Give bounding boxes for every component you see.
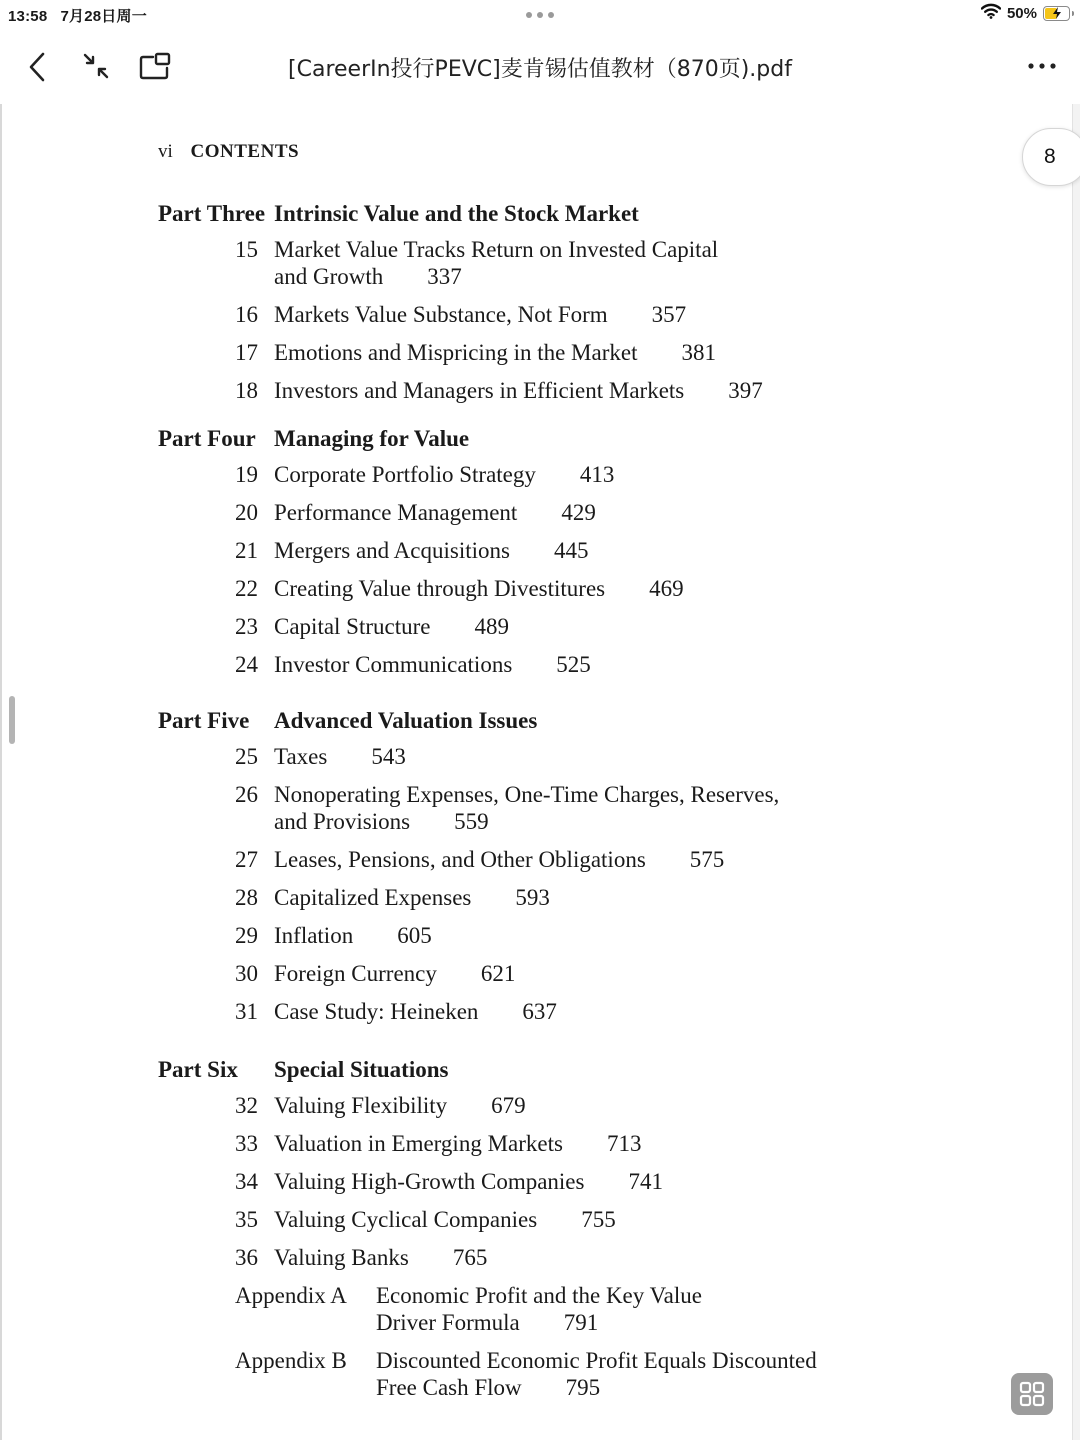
chapter-title bbox=[274, 1169, 663, 1195]
chapter-title bbox=[274, 576, 684, 602]
chapter-title bbox=[274, 1093, 526, 1119]
chapter-title-text: Market Value Tracks Return on Invested Capital bbox=[274, 237, 719, 262]
chapter-title bbox=[274, 961, 515, 987]
page-indicator[interactable]: 8 bbox=[1022, 128, 1080, 186]
chapter-title-text: Emotions and Mispricing in the Market bbox=[274, 340, 638, 365]
chapter-number: 34 bbox=[235, 1169, 258, 1194]
appendix-title bbox=[376, 1283, 702, 1309]
pdf-page[interactable] bbox=[0, 104, 1080, 1440]
chapter-number: 20 bbox=[235, 500, 258, 525]
chapter-number: 30 bbox=[235, 961, 258, 986]
page-number-label: vi bbox=[158, 141, 173, 162]
chapter-number: 28 bbox=[235, 885, 258, 910]
appendix-title-text: Free Cash Flow bbox=[376, 1375, 522, 1400]
window-switch-icon bbox=[139, 51, 171, 81]
appendix-title bbox=[376, 1310, 598, 1336]
chapter-title bbox=[274, 652, 591, 678]
more-horizontal-icon bbox=[1027, 62, 1057, 70]
part-label: Part Four bbox=[158, 426, 256, 451]
charging-bolt-icon bbox=[1051, 7, 1063, 19]
appendix-page-number: 791 bbox=[563, 1310, 599, 1335]
chapter-number: 24 bbox=[235, 652, 258, 677]
chapter-page-number: 413 bbox=[579, 462, 615, 487]
multitasking-dots-icon[interactable] bbox=[524, 7, 556, 25]
chapter-title-text: Capital Structure bbox=[274, 614, 431, 639]
appendix-page-number: 795 bbox=[565, 1375, 601, 1400]
appendix-title-text: Discounted Economic Profit Equals Discounted bbox=[376, 1348, 817, 1373]
chapter-title-text: Mergers and Acquisitions bbox=[274, 538, 510, 563]
chapter-page-number: 593 bbox=[515, 885, 550, 910]
chapter-title-text: Valuing High-Growth Companies bbox=[274, 1169, 585, 1194]
chapter-number: 36 bbox=[235, 1245, 258, 1270]
chapter-page-number: 337 bbox=[427, 264, 462, 289]
chapter-title-text: Investors and Managers in Efficient Markets bbox=[274, 378, 685, 403]
chapter-title-text: Corporate Portfolio Strategy bbox=[274, 462, 536, 487]
chapter-title bbox=[274, 500, 596, 526]
chapter-page-number: 525 bbox=[556, 652, 591, 677]
chapter-page-number: 445 bbox=[553, 538, 589, 563]
chapter-title bbox=[274, 809, 489, 835]
chapter-title bbox=[274, 302, 686, 328]
chapter-page-number: 713 bbox=[606, 1131, 642, 1156]
thumbnail-grid-button[interactable] bbox=[1011, 1373, 1053, 1415]
chapter-title-text: Foreign Currency bbox=[274, 961, 437, 986]
battery-percent: 50% bbox=[1006, 4, 1037, 22]
running-head-label: CONTENTS bbox=[190, 141, 300, 162]
chapter-page-number: 755 bbox=[581, 1207, 616, 1232]
chapter-title-text: Case Study: Heineken bbox=[274, 999, 479, 1024]
appendix-title bbox=[376, 1375, 600, 1401]
appendix-label: Appendix B bbox=[235, 1348, 347, 1373]
status-date: 7月28日周一 bbox=[60, 8, 147, 25]
status-bar bbox=[0, 0, 1080, 28]
chapter-title bbox=[274, 847, 724, 873]
chapter-title-text: Valuing Flexibility bbox=[274, 1093, 448, 1118]
chapter-title bbox=[274, 923, 432, 949]
chapter-title bbox=[274, 1245, 487, 1271]
part-title: Advanced Valuation Issues bbox=[274, 708, 538, 733]
chapter-page-number: 489 bbox=[474, 614, 509, 639]
chapter-number: 29 bbox=[235, 923, 258, 948]
collapse-arrows-icon bbox=[81, 51, 111, 81]
chapter-title bbox=[274, 1207, 616, 1233]
chapter-page-number: 543 bbox=[371, 744, 406, 769]
exit-fullscreen-button[interactable] bbox=[80, 50, 112, 82]
chapter-title-text: and Provisions bbox=[274, 809, 411, 834]
chapter-title bbox=[274, 264, 462, 290]
chapter-page-number: 559 bbox=[454, 809, 489, 834]
status-time: 13:58 7月28日周一 bbox=[8, 8, 147, 25]
chapter-title bbox=[274, 340, 716, 366]
chapter-title-text: Performance Management bbox=[274, 500, 518, 525]
chapter-page-number: 637 bbox=[522, 999, 557, 1024]
chapter-title-text: Inflation bbox=[274, 923, 354, 948]
chapter-title-text: Taxes bbox=[274, 744, 328, 769]
chapter-title bbox=[274, 538, 588, 564]
chapter-page-number: 741 bbox=[628, 1169, 663, 1194]
back-button[interactable] bbox=[20, 48, 54, 86]
chapter-number: 27 bbox=[235, 847, 258, 872]
part-label: Part Three bbox=[158, 201, 266, 226]
part-label: Part Six bbox=[158, 1057, 238, 1082]
chapter-page-number: 679 bbox=[491, 1093, 526, 1118]
chapter-page-number: 605 bbox=[397, 923, 432, 948]
chevron-left-icon bbox=[28, 52, 46, 82]
chapter-page-number: 765 bbox=[452, 1245, 488, 1270]
chapter-title bbox=[274, 744, 406, 770]
status-right bbox=[981, 3, 1070, 23]
chapter-number: 22 bbox=[235, 576, 258, 601]
running-head bbox=[158, 141, 299, 163]
appendix-title-text: Driver Formula bbox=[376, 1310, 520, 1335]
part-title: Special Situations bbox=[274, 1057, 449, 1082]
scroll-handle[interactable] bbox=[9, 696, 15, 744]
appendix-label: Appendix A bbox=[235, 1283, 347, 1308]
chapter-title-text: Valuation in Emerging Markets bbox=[274, 1131, 563, 1156]
chapter-number: 17 bbox=[235, 340, 258, 365]
chapter-title bbox=[274, 885, 550, 911]
chapter-page-number: 397 bbox=[728, 378, 763, 403]
chapter-title-text: and Growth bbox=[274, 264, 384, 289]
chapter-number: 21 bbox=[235, 538, 258, 563]
chapter-page-number: 621 bbox=[480, 961, 516, 986]
chapter-page-number: 469 bbox=[649, 576, 684, 601]
chapter-title-text: Nonoperating Expenses, One-Time Charges, Reserves, bbox=[274, 782, 780, 807]
chapter-number: 33 bbox=[235, 1131, 258, 1156]
chapter-title-text: Valuing Cyclical Companies bbox=[274, 1207, 538, 1232]
chapter-page-number: 381 bbox=[681, 340, 716, 365]
chapter-title-text: Creating Value through Divestitures bbox=[274, 576, 606, 601]
chapter-title-text: Markets Value Substance, Not Form bbox=[274, 302, 608, 327]
chapter-title bbox=[274, 378, 763, 404]
chapter-title bbox=[274, 782, 779, 808]
appendix-title-text: Economic Profit and the Key Value bbox=[376, 1283, 702, 1308]
chapter-number: 32 bbox=[235, 1093, 258, 1118]
chapter-page-number: 429 bbox=[561, 500, 596, 525]
chapter-page-number: 357 bbox=[651, 302, 687, 327]
grid-icon bbox=[1019, 1381, 1045, 1407]
chapter-title-text: Leases, Pensions, and Other Obligations bbox=[274, 847, 646, 872]
appendix-title bbox=[376, 1348, 817, 1374]
chapter-title bbox=[274, 999, 557, 1025]
chapter-title bbox=[274, 1131, 641, 1157]
part-label: Part Five bbox=[158, 708, 250, 733]
chapter-number: 25 bbox=[235, 744, 258, 769]
chapter-title-text: Investor Communications bbox=[274, 652, 513, 677]
more-button[interactable] bbox=[1024, 52, 1060, 80]
chapter-number: 23 bbox=[235, 614, 258, 639]
battery-icon bbox=[1043, 6, 1070, 21]
chapter-number: 26 bbox=[235, 782, 258, 807]
chapter-number: 15 bbox=[235, 237, 258, 262]
chapter-title bbox=[274, 614, 509, 640]
window-switch-button[interactable] bbox=[138, 50, 172, 82]
chapter-number: 19 bbox=[235, 462, 258, 487]
wifi-icon bbox=[981, 3, 1001, 23]
chapter-number: 35 bbox=[235, 1207, 258, 1232]
chapter-title bbox=[274, 237, 718, 263]
document-title: [CareerIn投行PEVC]麦肯锡估值教材（870页).pdf bbox=[288, 57, 792, 82]
chapter-title bbox=[274, 462, 614, 488]
chapter-number: 16 bbox=[235, 302, 258, 327]
chapter-title-text: Capitalized Expenses bbox=[274, 885, 472, 910]
chapter-title-text: Valuing Banks bbox=[274, 1245, 409, 1270]
chapter-page-number: 575 bbox=[689, 847, 725, 872]
chapter-number: 18 bbox=[235, 378, 258, 403]
chapter-number: 31 bbox=[235, 999, 258, 1024]
part-title: Managing for Value bbox=[274, 426, 470, 451]
reader-toolbar bbox=[0, 30, 1080, 104]
part-title: Intrinsic Value and the Stock Market bbox=[274, 201, 639, 226]
